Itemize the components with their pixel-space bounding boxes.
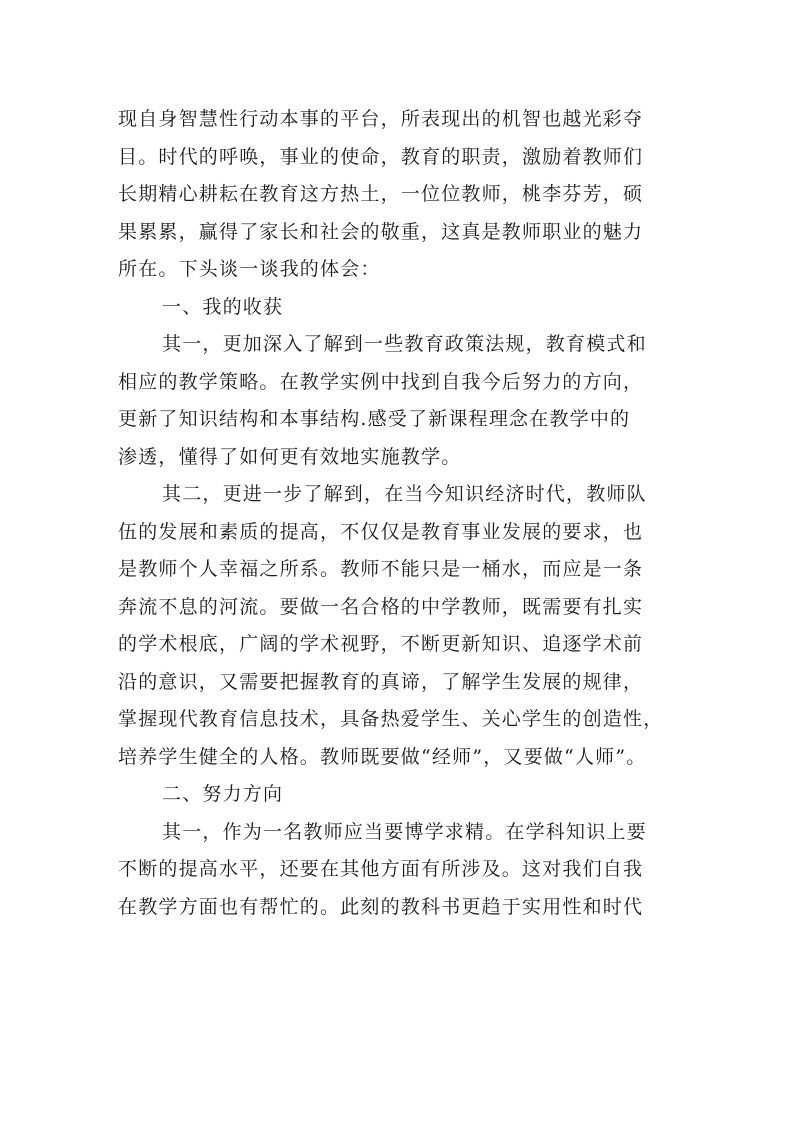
paragraph-start: 其一，作为一名教师应当要博学求精。在学科知识上要: [162, 820, 647, 843]
text-line: 沿的意识，又需要把握教育的真谛，了解学生发展的规律，: [118, 670, 644, 693]
text-line: 目。时代的呼唤，事业的使命，教育的职责，激励着教师们: [118, 145, 644, 168]
text-line: 渗透，懂得了如何更有效地实施教学。: [118, 445, 462, 468]
paragraph-start: 其一，更加深入了解到一些教育政策法规，教育模式和: [162, 333, 647, 355]
text-line: 相应的教学策略。在教学实例中找到自我今后努力的方向，: [118, 370, 644, 393]
text-line: 所在。下头谈一谈我的体会：: [118, 258, 381, 280]
section-heading: 一、我的收获: [162, 295, 284, 318]
text-line: 奔流不息的河流。要做一名合格的中学教师，既需要有扎实: [118, 595, 644, 618]
text-line: 伍的发展和素质的提高，不仅仅是教育事业发展的要求，也: [118, 520, 644, 543]
text-line: 不断的提高水平，还要在其他方面有所涉及。这对我们自我: [118, 858, 644, 880]
document-body: [118, 101, 718, 926]
text-line: 的学术根底，广阔的学术视野，不断更新知识、追逐学术前: [118, 633, 644, 655]
section-heading: 二、努力方向: [162, 783, 284, 805]
text-line: 长期精心耕耘在教育这方热土，一位位教师，桃李芬芳，硕: [118, 183, 644, 205]
text-line: 果累累，赢得了家长和社会的敬重，这真是教师职业的魅力: [118, 220, 644, 243]
text-line: 更新了知识结构和本事结构.感受了新课程理念在教学中的: [118, 408, 631, 430]
text-line: 在教学方面也有帮忙的。此刻的教科书更趋于实用性和时代: [118, 895, 644, 918]
text-line: 是教师个人幸福之所系。教师不能只是一桶水，而应是一条: [118, 558, 644, 580]
paragraph-start: 其二，更进一步了解到，在当今知识经济时代，教师队: [162, 483, 647, 505]
text-line: 培养学生健全的人格。教师既要做“经师”，又要做“人师”。: [118, 745, 647, 768]
text-line: 掌握现代教育信息技术，具备热爱学生、关心学生的创造性，: [118, 708, 664, 730]
text-line: 现自身智慧性行动本事的平台，所表现出的机智也越光彩夺: [118, 108, 644, 130]
